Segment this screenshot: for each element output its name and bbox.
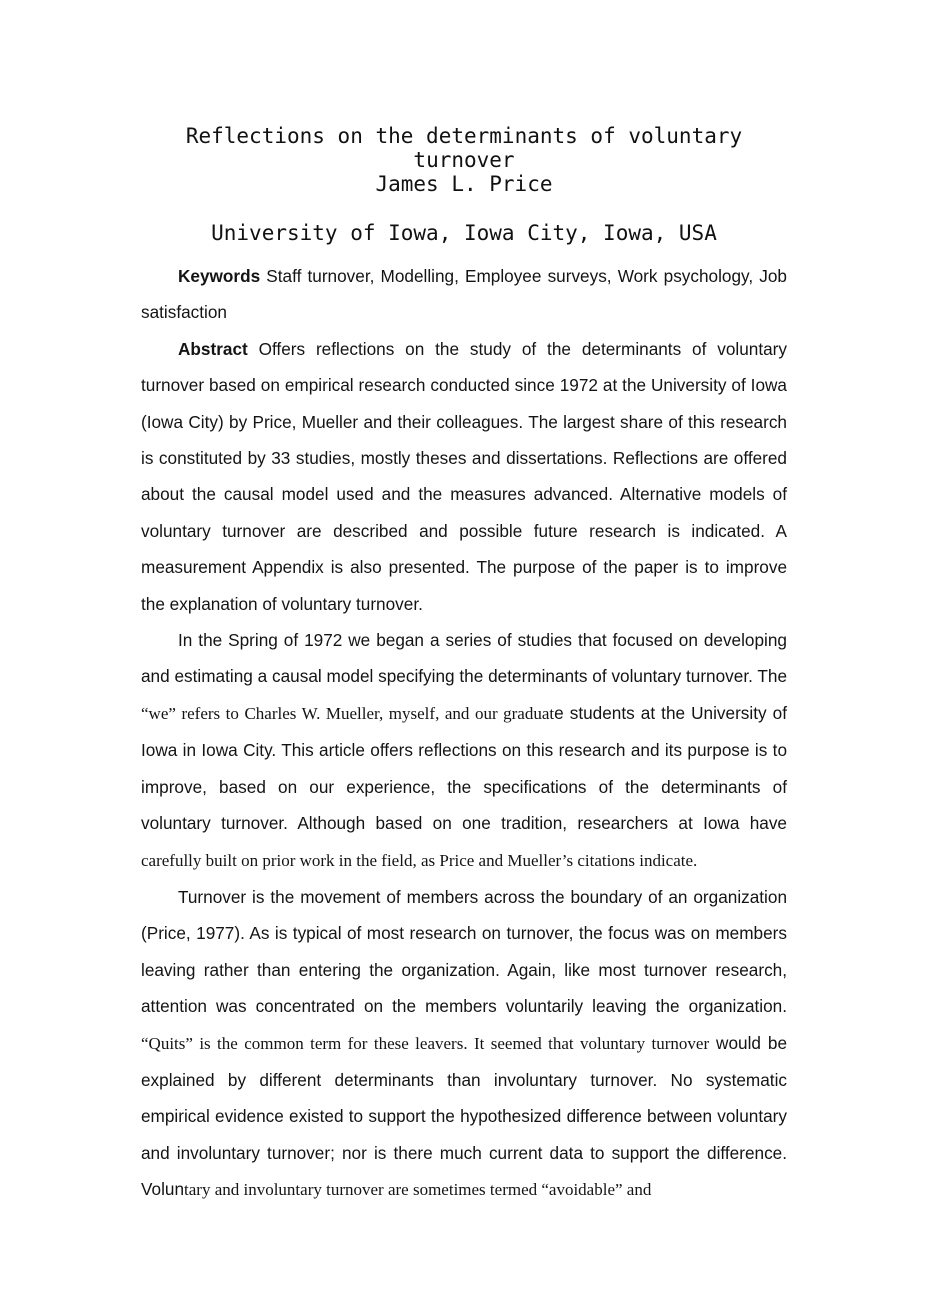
paragraph-1-part-d: carefully built on prior work in the field, as Price and Mueller’s citations indicate. [141, 850, 698, 870]
author-name: James L. Price [375, 172, 553, 196]
paragraph-1-part-a: In the Spring of 1972 we began a series of studies that focused on developing and estimating a causal model specifying the determinants of voluntary turnover. The [141, 630, 787, 687]
keywords-label: Keywords [178, 266, 261, 286]
abstract-text: Offers reflections on the study of the determinants of voluntary turnover based on empirical research conducted since 1972 at the University of Iowa (Iowa City) by Price, Mueller and their colleagues. The largest share of this research is constituted by 33 studies, mostly theses and dissertations. Reflections are offered about the causal model used and the measures advanced. Alternative models of voluntary turnover are described and possible future research is indicated. A measurement Appendix is also presented. The purpose of the paper is to improve the explanation of voluntary turnover. [141, 338, 787, 614]
paragraph-1 [141, 622, 787, 879]
body-text [141, 258, 787, 1209]
paragraph-1-part-c: e students at the University of Iowa in Iowa City. This article offers reflections on this research and its purpose is to improve, based on our experience, the specifications of the determinants of voluntary turnover. Although based on one tradition, researchers at Iowa have [141, 702, 787, 834]
paragraph-2-part-a: Turnover is the movement of members across the boundary of an organization (Price, 1977). As is typical of most research on turnover, the focus was on members leaving rather than entering the organization. Again, like most turnover research, attention was concentrated on the members voluntarily leaving the organization. [141, 886, 787, 1017]
paragraph-2-part-d: tary and involuntary turnover are sometimes termed “avoidable” and [184, 1180, 652, 1200]
keywords-text: Staff turnover, Modelling, Employee surveys, Work psychology, Job satisfaction [141, 266, 787, 323]
paragraph-1-part-b: “we” refers to Charles W. Mueller, myself, and our graduat [141, 703, 555, 723]
paragraph-2-part-c: would be explained by different determinants than involuntary turnover. No systematic empirical evidence existed to support the hypothesized difference between voluntary and involuntary turnover; nor is there much current data to support the difference. Volun [141, 1032, 788, 1200]
abstract-label: Abstract [178, 338, 248, 359]
author-affiliation: University of Iowa, Iowa City, Iowa, USA [211, 221, 717, 245]
keywords-paragraph [141, 258, 787, 331]
paper-title: Reflections on the determinants of voluntary turnover [185, 124, 743, 172]
abstract-paragraph [141, 331, 787, 622]
paragraph-2 [141, 879, 787, 1209]
paragraph-2-part-b: “Quits” is the common term for these leavers. It seemed that voluntary turnover [141, 1033, 710, 1053]
